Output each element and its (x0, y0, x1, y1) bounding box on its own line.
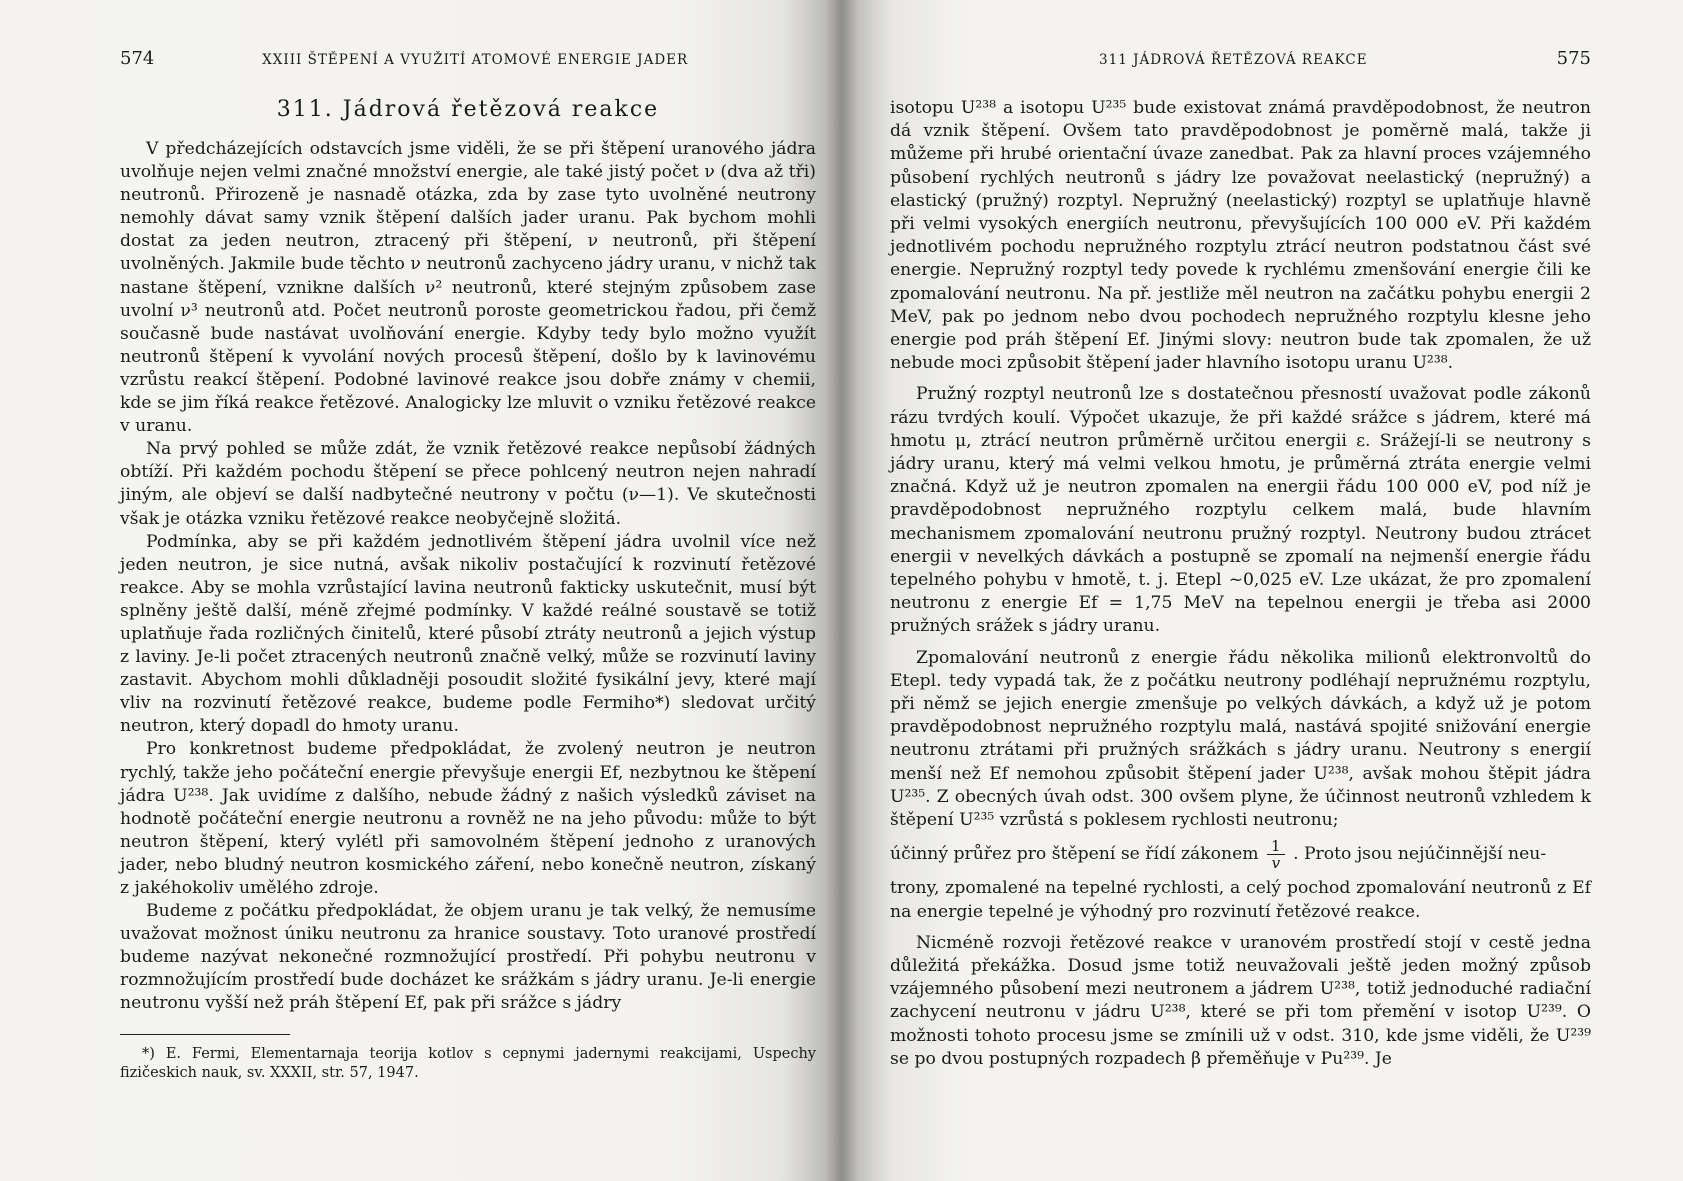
formula-text-before: účinný průřez pro štěpení se řídí zákonem (890, 844, 1259, 865)
paragraph: Na prvý pohled se může zdát, že vznik řetězové reakce nepůsobí žádných obtíží. Při každém pochodu štěpení se přece pohlcený neutron nejen nahradí jiným, ale objeví se další nadbytečné neutrony v počtu (ν—1). Ve skutečnosti však je otázka vzniku řetězové reakce neobyčejně složitá. (120, 439, 816, 529)
running-head-left (120, 48, 816, 69)
paragraph: V předcházejících odstavcích jsme viděli, že se při štěpení uranového jádra uvolňuje nejen velmi značné množství energie, ale také jistý počet ν (dva až tři) neutronů. Přirozeně je nasnadě otázka, zda by zase tyto uvolněné neutrony nemohly dávat samy vznik štěpení dalších jader uranu. Pak bychom mohli dostat za jeden neutron, ztracený při štěpení, ν neutronů, při štěpení uvolněných. Jakmile bude těchto ν neutronů zachyceno jádry uranu, v nichž tak nastane štěpení, vznikne dalších ν² neutronů, které stejným způsobem zase uvolní ν³ neutronů atd. Počet neutronů poroste geometrickou řadou, při čemž současně bude nastávat uvolňování energie. Kdyby tedy bylo možno využít neutronů štěpení k vyvolání nových procesů štěpení, došlo by k lavinovému vzrůstu reakcí štěpení. Podobné lavinové reakce jsou dobře známy v chemii, kde se jim říká reakce řetězové. Analogicky lze mluvit o vzniku řetězové reakce v uranu. (120, 139, 816, 437)
running-head-right (890, 48, 1591, 69)
paragraph: Budeme z počátku předpokládat, že objem uranu je tak velký, že nemusíme uvažovat možnost úniku neutronu za hranice soustavy. Toto uranové prostředí budeme nazývat nekonečné rozmnožující prostředí. Při pohybu neutronu v rozmnožujícím prostředí bude docházet ke srážkám s jádry uranu. Je-li energie neutronu vyšší než práh štěpení Ef, pak při srážce s jádry (120, 901, 816, 1014)
running-head-title-right: 311 JÁDROVÁ ŘETĚZOVÁ REAKCE (1099, 52, 1368, 68)
formula-line (890, 838, 1591, 871)
paragraph: Podmínka, aby se při každém jednotlivém štěpení jádra uvolnil více než jeden neutron, je sice nutná, avšak nikoliv postačující k rozvinutí řetězové reakce. Aby se mohla vzrůstající lavina neutronů fakticky uskutečnit, musí být splněny ještě další, méně zřejmé podmínky. V každé reálné soustavě se totiž uplatňuje řada rozličných činitelů, které působí ztráty neutronů a jejich výstup z laviny. Je-li počet ztracených neutronů značně velký, může se rozvinutí laviny zastavit. Abychom mohli důkladněji posoudit složité fysikální jevy, které mají vliv na rozvinutí řetězové reakce, budeme podle Fermiho*) sledovat určitý neutron, který dopadl do hmoty uranu. (120, 531, 816, 737)
running-head-title-left: XXIII ŠTĚPENÍ A VYUŽITÍ ATOMOVÉ ENERGIE JADER (262, 52, 689, 68)
footnote-rule (120, 1034, 290, 1035)
left-page-body (120, 138, 816, 1016)
right-page-body (890, 97, 1591, 1071)
fraction-one-over-v (1267, 838, 1285, 871)
fraction-numerator: 1 (1267, 838, 1285, 855)
fraction-denominator: v (1271, 854, 1281, 873)
paragraph: isotopu U²³⁸ a isotopu U²³⁵ bude existovat známá pravděpodobnost, že neutron dá vznik štěpení. Ovšem tato pravděpodobnost je poměrně malá, takže ji můžeme při hrubé orientační úvaze zanedbat. Pak za hlavní proces vzájemného působení rychlých neutronů s jádry lze považovat neelastický (nepružný) a elastický (pružný) rozptyl. Nepružný (neelastický) rozptyl se uplatňuje hlavně při velmi vysokých energiích neutronu, převyšujících 100 000 eV. Při každém jednotlivém pochodu nepružného rozptylu ztrácí neutron podstatnou část své energie. Nepružný rozptyl tedy povede k rychlému zmenšování energie čili ke zpomalování neutronu. Na př. jestliže měl neutron na začátku pohybu energii 2 MeV, pak po jednom nebo dvou pochodech nepružného rozptylu klesne jeho energie pod práh štěpení Ef. Jinými slovy: neutron bude tak zpomalen, že už nebude moci způsobit štěpení jader hlavního isotopu uranu U²³⁸. (890, 98, 1591, 374)
paragraph-continuation: trony, zpomalené na tepelné rychlosti, a celý pochod zpomalování neutronů z Ef na energie tepelné je výhodný pro rozvinutí řetězové reakce. (890, 878, 1591, 922)
paragraph: Pružný rozptyl neutronů lze s dostatečnou přesností uvažovat podle zákonů rázu tvrdých koulí. Výpočet ukazuje, že při každé srážce s jádrem, které má hmotu μ, ztrácí neutron průměrně určitou energii ε. Srážejí-li se neutrony s jádry uranu, který má velmi velkou hmotu, je průměrná ztráta energie velmi značná. Když už je neutron zpomalen na energii řádu 100 000 eV, pod níž je pravděpodobnost nepružného rozptylu celkem malá, bude hlavním mechanismem zpomalování neutronu pružný rozptyl. Neutrony budou ztrácet energii v nevelkých dávkách a postupně se zpomalí na nejmenší energie řádu tepelného pohybu v hmotě, t. j. Etepl ~0,025 eV. Lze ukázat, že pro zpomalení neutronu z energie Ef = 1,75 MeV na tepelnou energii je třeba asi 2000 pružných srážek s jádry uranu. (890, 384, 1591, 637)
formula-text-after: . Proto jsou nejúčinnější neu- (1293, 844, 1547, 865)
page-number-left: 574 (120, 48, 155, 69)
footnote: *) E. Fermi, Elementarnaja teorija kotlov s cepnymi jadernymi reakcijami, Uspechy fizičeskich nauk, sv. XXXII, str. 57, 1947. (120, 1045, 816, 1081)
paragraph: Zpomalování neutronů z energie řádu několika milionů elektronvoltů do Etepl. tedy vypadá tak, že z počátku neutrony podléhají nepružnému rozptylu, při němž se jejich energie zmenšuje po velkých dávkách, a když už je potom pravděpodobnost nepružného rozptylu malá, nastává spojité snižování energie neutronu ztrátami při pružných srážkách s jádry uranu. Neutrony s energií menší než Ef nemohou způsobit štěpení jader U²³⁸, avšak mohou štěpit jádra U²³⁵. Z obecných úvah odst. 300 ovšem plyne, že účinnost neutronů vzhledem k štěpení U²³⁵ vzrůstá s poklesem rychlosti neutronu; (890, 647, 1591, 831)
right-page (842, 0, 1683, 1181)
section-title: 311. Jádrová řetězová reakce (276, 97, 660, 122)
page-number-right: 575 (1556, 48, 1591, 69)
paragraph: Nicméně rozvoji řetězové reakce v uranovém prostředí stojí v cestě jedna důležitá překážka. Dosud jsme totiž neuvažovali ještě jeden možný způsob vzájemného působení mezi neutronem a jádrem U²³⁸, totiž jednoduché radiační zachycení neutronu v jádru U²³⁸, které se při tom přemění v isotop U²³⁹. O možnosti tohoto procesu jsme se zmínili už v odst. 310, kde jsme viděli, že U²³⁹ se po dvou postupných rozpadech β přeměňuje v Pu²³⁹. Je (890, 932, 1591, 1069)
paragraph: Pro konkretnost budeme předpokládat, že zvolený neutron je neutron rychlý, takže jeho počáteční energie převyšuje energii Ef, nezbytnou ke štěpení jádra U²³⁸. Jak uvidíme z dalšího, nebude žádný z našich výsledků záviset na hodnotě počáteční energie neutronu a rovněž ne na jeho původu: může to být neutron štěpení, který vylétl při samovolném štěpení jednoho z uranových jader, nebo bludný neutron kosmického záření, nebo konečně neutron, získaný z jakéhokoliv umělého zdroje. (120, 739, 816, 898)
